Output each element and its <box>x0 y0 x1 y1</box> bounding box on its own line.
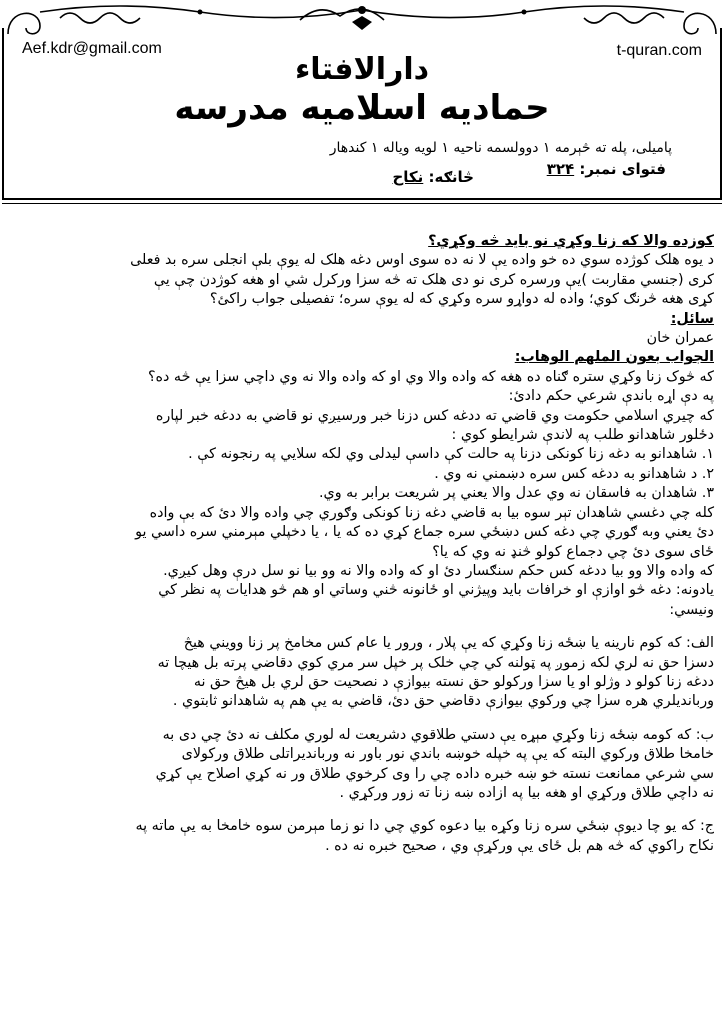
answer-line: ځای سوی دئ چي دجماع کولو څنډ نه وي که یا؟ <box>432 543 714 560</box>
point-jim-line: ج: که یو چا دیوې ښځي سره زنا وکړه بیا دعوه کوي چي دا نو زما مېرمن سوه خامخا به یې ماته په <box>135 818 714 835</box>
answer-line: په دې اړه باندې شرعي حکم دادئ: <box>508 388 714 405</box>
madrasa-address: پامیلی، پله ته څېرمه ۱ دوولسمه ناحیه ۱ لویه ویاله ۱ کندهار <box>329 140 672 156</box>
fatwa-number-label: فتوای نمبر: <box>579 160 666 178</box>
answer-heading: الجواب بعون الملهم الوهاب: <box>514 349 714 366</box>
point-be-line: نه داچي طلاق ورکړي او هغه بیا په ازاده ښه زنا ته زور ورکړي . <box>339 784 714 801</box>
point-alef-line: الف: که کوم نارینه یا ښځه زنا وکړي که یې پلار ، ورور یا عام کس مخامخ پر زنا وویني هیڅ <box>183 635 714 652</box>
answer-line: دئ یعني وبه ګوري چي دغه کس دښځي سره جماع کړي ده که یا ، یا دخپلي مېرمني سره داسي یو <box>135 524 714 541</box>
madrasa-name: حمادیه اسلامیه مدرسه <box>174 88 550 128</box>
page-title: دارالافتاء <box>294 52 430 87</box>
spacer <box>10 803 714 817</box>
answer-line: یادونه: دغه څو اوازې او خرافات باید وپیژني او ځانونه څني وساتي او هم څو هدایات په نظر کي <box>158 582 714 599</box>
fatwa-number-value: ۳۲۴ <box>546 160 575 178</box>
condition-item: ۱. شاهدانو به دغه زنا کونکی دزنا په حالت کې داسې لیدلی وي لکه سلایي په رنجونه کې . <box>188 446 714 463</box>
answer-line: کله چي دغسي شاهدان تېر سوه بیا به قاضي دغه زنا کونکی وګوري چي واده والا دئ که بې واده <box>149 504 714 521</box>
header-divider <box>2 198 722 200</box>
condition-item: ۳. شاهدان به فاسقان نه وي عدل والا یعني پر شریعت برابر به وي. <box>318 485 714 502</box>
website-address: t-quran.com <box>616 42 702 59</box>
answer-line: ونیسي: <box>669 601 714 618</box>
question-line: کړی هغه څرنګ کوي؛ واده له دواړو سره وکړي که له یوې سره؛ تفصیلی جواب راکئ؟ <box>209 291 714 308</box>
category-value: نکاح <box>392 168 424 186</box>
answer-line: که څوک زنا وکړي ستره ګناه ده هغه که واده والا وي او که واده والا نه وي داچي سزا یې څه ده؟ <box>147 368 714 385</box>
category <box>392 168 474 186</box>
point-be-line: ب: که کومه ښځه زنا وکړي مېړه یې دستي طلاقوي دشریعت له لوري مکلف نه دئ چي دی به <box>162 726 714 743</box>
asker-name: عمران خان <box>646 330 714 347</box>
question-line: کری (جنسي مقاربت )یې ورسره کری نو دی هلک ته څه سزا ورکرل شي او هغه کوژدن چې یې <box>153 271 714 288</box>
point-alef-line: دسزا حق نه لري لکه زموږ په ټولنه کي چي خلک پر خپل سر مري کوي دقاضي پرته بل هیچا ته <box>157 654 714 671</box>
answer-line: دځلور شاهدانو طلب په لاندې شرایطو کوي : <box>451 427 714 444</box>
fatwa-number <box>547 160 666 178</box>
question-line: د یوه هلک کوژده سوي ده خو واده یې لا نه ده سوی اوس دغه هلک له یوې بلې انجلی سره بد فعلی <box>130 252 714 269</box>
email-address: Aef.kdr@gmail.com <box>22 40 162 57</box>
answer-line: که واده والا وو بیا ددغه کس حکم سنګسار دئ او که واده والا نه وو بیا نو سل درې وهل کیږي. <box>163 562 714 579</box>
point-alef-line: ددغه زنا کولو د وژلو او یا سزا ورکولو حق نسته بیوازې د نصحیت حق لري بل هیڅ حق نه <box>193 673 714 690</box>
spacer <box>10 712 714 726</box>
point-jim-line: نکاح راکوي که څه هم بل ځای یې ورکړې وي ، صحیح خبره نه ده . <box>325 837 714 854</box>
header-divider-thin <box>2 203 722 204</box>
point-alef-line: وربانديلري هره سزا چي ورکوي بیوازې دقاضي حق دئ، قاضي به یې هم په شاهدانو ثابتوي . <box>172 693 714 710</box>
category-label: څانګه: <box>428 168 474 186</box>
fatwa-body <box>10 232 714 856</box>
point-be-line: خامخا طلاق ورکوي البته که یې په خپله خوښه باندي نور باور نه وربانديراتلی طلاق ورکولای <box>181 746 714 763</box>
point-be-line: سي شرعي ممانعت نسته خو ښه خبره داده چي را وی کرخوي طلاق ور نه کړي اصلاح یې کړي <box>155 765 714 782</box>
question-heading: کوزده والا که زنا وکړي نو باید څه وکړي؟ <box>428 233 714 249</box>
answer-line: که چیري اسلامي حکومت وي قاضي ته ددغه کس دزنا خبر ورسیږي نو قاضي به ددغه خبر لپاره <box>155 407 714 424</box>
spacer <box>10 620 714 634</box>
condition-item: ۲. د شاهدانو به ددغه کس سره دښمني نه وي . <box>434 465 714 482</box>
asker-label: سائل: <box>670 310 714 327</box>
